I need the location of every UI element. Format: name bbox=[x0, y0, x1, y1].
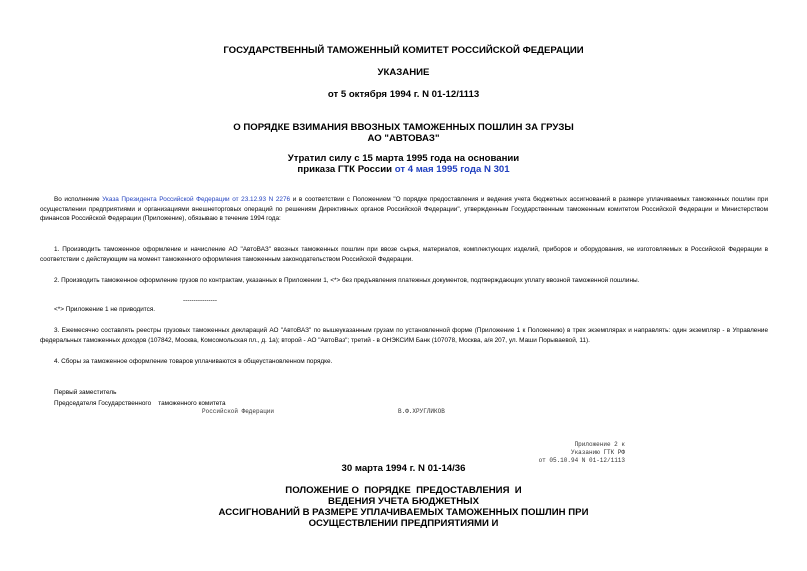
status-line1: Утратил силу с 15 марта 1995 года на основании bbox=[287, 153, 520, 164]
status-line2-prefix: приказа ГТК России bbox=[297, 164, 395, 175]
item-3: 3. Ежемесячно составлять реестры грузовых таможенных деклараций АО "АвтоВАЗ" по вышеуказанным грузам по установленной форме (Приложение 1 к Положению) в трех экземплярах и направлять: один экземпляр - в Управление федеральных таможенных доходов (107842, Москва, Комсомольская пл., д. 1а); второй - АО "АвтоВаз"; третий - в ОНЭКСИМ Банк (107078, Москва, а/я 207, ул. Маши Порываевой, 11). bbox=[40, 327, 768, 344]
status-line2 bbox=[0, 164, 807, 175]
item-2: 2. Производить таможенное оформление грузов по контрактам, указанных в Приложении 1, <*> без предъявления платежных документов, подтверждающих уплату ввозной таможенной пошлины. bbox=[54, 277, 640, 284]
repeal-order-link[interactable]: от 4 мая 1995 года N 301 bbox=[394, 164, 510, 175]
intro-prefix: Во исполнение bbox=[54, 196, 103, 203]
signature-position-line1: Первый заместитель bbox=[54, 389, 117, 396]
agency-title: ГОСУДАРСТВЕННЫЙ ТАМОЖЕННЫЙ КОМИТЕТ РОССИЙСКОЙ ФЕДЕРАЦИИ bbox=[223, 45, 584, 56]
appendix-ref-line1: Приложение 2 к bbox=[574, 441, 625, 448]
appendix-title-line1: ПОЛОЖЕНИЕ О ПОРЯДКЕ ПРЕДОСТАВЛЕНИЯ И bbox=[285, 485, 522, 496]
intro-text: и в соответствии с Положением "О порядке предоставления и ведения учета бюджетных ассигнований в размере уплачиваемых таможенных пошлин при осуществлении предприятиями и организациями внешнеторговых операций по решениям Директивных органов Российской Федерации", утвержденным Государственным таможенным комитетом Российской Федерации и Министерством финансов Российской Федерации (Приложение), обязываю в течение 1994 года: bbox=[40, 196, 769, 222]
signatory-name: В.Ф.ХРУГЛИКОВ bbox=[398, 408, 445, 415]
appendix-title-line2: ВЕДЕНИЯ УЧЕТА БЮДЖЕТНЫХ bbox=[328, 496, 479, 507]
footnote-separator: ---------------- bbox=[183, 297, 218, 304]
appendix-date-number: 30 марта 1994 г. N 01-14/36 bbox=[341, 463, 466, 474]
item-1: 1. Производить таможенное оформление и начисление АО "АвтоВАЗ" ввозных таможенных пошлин при ввозе сырья, материалов, комплектующих изделий, приборов и оборудования, не изготовляемых в Российской Федерации в соответствии с действующим на момент таможенного оформления таможенным законодательством Российской Федерации. bbox=[40, 246, 768, 263]
appendix-ref-line2: Указанию ГТК РФ bbox=[570, 449, 625, 456]
intro-paragraph bbox=[40, 195, 768, 224]
appendix-title-line3: АССИГНОВАНИЙ В РАЗМЕРЕ УПЛАЧИВАЕМЫХ ТАМОЖЕННЫХ ПОШЛИН ПРИ bbox=[218, 507, 589, 518]
decree-link[interactable]: Указа Президента Российской Федерации от 23.12.93 N 2276 bbox=[102, 196, 291, 203]
document-date-number: от 5 октября 1994 г. N 01-12/1113 bbox=[327, 89, 480, 100]
document-title-line2: АО "АВТОВАЗ" bbox=[367, 133, 440, 144]
document-type: УКАЗАНИЕ bbox=[377, 67, 430, 78]
appendix-title-line4: ОСУЩЕСТВЛЕНИИ ПРЕДПРИЯТИЯМИ И bbox=[308, 518, 499, 529]
appendix-ref-line3: от 05.10.94 N 01-12/1113 bbox=[538, 457, 625, 464]
document-title-line1: О ПОРЯДКЕ ВЗИМАНИЯ ВВОЗНЫХ ТАМОЖЕННЫХ ПОШЛИН ЗА ГРУЗЫ bbox=[233, 122, 574, 133]
signature-position-line3: Российской Федерации bbox=[202, 408, 275, 415]
footnote: <*> Приложение 1 не приводится. bbox=[54, 306, 156, 313]
signature-position-line2: Председателя Государственного таможенного комитета bbox=[54, 400, 226, 407]
item-4: 4. Сборы за таможенное оформление товаров уплачиваются в общеустановленном порядке. bbox=[54, 358, 333, 365]
